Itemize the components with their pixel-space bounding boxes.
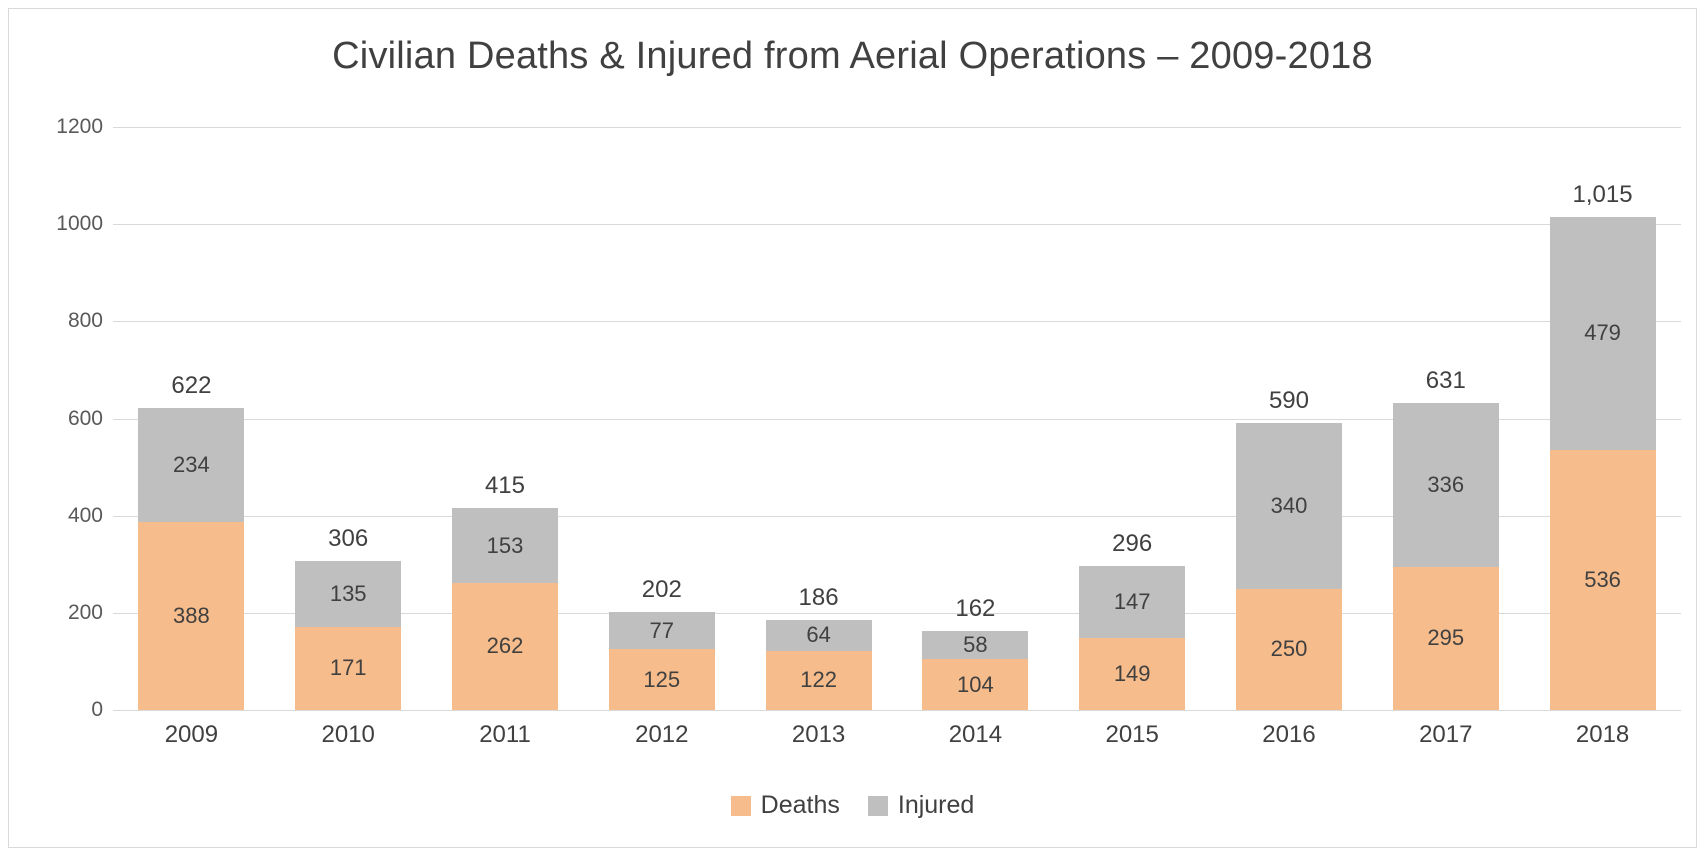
bar-total-label: 186: [798, 583, 839, 611]
y-axis: [37, 115, 103, 721]
bar-stack[interactable]: [766, 620, 872, 710]
legend-swatch-icon: [868, 796, 888, 816]
bar-total-label: 622: [171, 371, 212, 399]
bar-column[interactable]: [1524, 127, 1681, 710]
y-axis-tick-label: 1200: [56, 115, 103, 138]
bar-column[interactable]: [583, 127, 740, 710]
bar-segment-injured[interactable]: 479: [1550, 217, 1656, 450]
x-axis-tick-label: 2018: [1575, 721, 1630, 748]
bar-segment-deaths[interactable]: 536: [1550, 450, 1656, 710]
bar-segment-injured[interactable]: 77: [609, 612, 715, 649]
x-axis-tick-label: 2009: [164, 721, 219, 748]
bar-segment-deaths[interactable]: 295: [1393, 567, 1499, 710]
x-axis-tick-label: 2017: [1419, 721, 1473, 748]
bar-stack[interactable]: [138, 408, 244, 710]
bar-segment-injured[interactable]: 234: [138, 408, 244, 522]
y-axis-tick-label: 600: [67, 406, 103, 430]
bar-total-label: 306: [328, 525, 369, 553]
bar-segment-injured[interactable]: 340: [1236, 423, 1342, 588]
legend-item[interactable]: [868, 791, 974, 820]
x-axis-tick-label: 2012: [635, 721, 689, 748]
y-axis-tick-label: 800: [67, 309, 103, 333]
x-axis: [113, 721, 1681, 761]
bar-total-label: 415: [484, 472, 526, 500]
y-axis-tick-label: 1000: [56, 212, 103, 236]
bar-segment-deaths[interactable]: 122: [766, 651, 872, 710]
bar-column[interactable]: [113, 127, 270, 710]
y-axis-tick-label: 400: [67, 503, 103, 527]
bar-total-label: 162: [955, 595, 996, 623]
bar-stack[interactable]: [452, 508, 558, 710]
bar-segment-injured[interactable]: 135: [295, 561, 401, 627]
bar-column[interactable]: [740, 127, 897, 710]
y-axis-tick-label: 200: [67, 600, 103, 624]
bar-stack[interactable]: [1550, 217, 1656, 710]
bar-total-label: 202: [641, 575, 682, 603]
bar-segment-injured[interactable]: 336: [1393, 403, 1499, 566]
bar-column[interactable]: [897, 127, 1054, 710]
bar-total-label: 1,015: [1572, 180, 1633, 208]
bar-segment-deaths[interactable]: 125: [609, 649, 715, 710]
x-axis-line: [113, 710, 1681, 711]
bar-stack[interactable]: [609, 612, 715, 710]
x-axis-tick-label: 2015: [1105, 721, 1159, 748]
bar-column[interactable]: [427, 127, 584, 710]
bar-series-group: [113, 127, 1681, 710]
bar-stack[interactable]: [1236, 423, 1342, 710]
legend-swatch-icon: [731, 796, 751, 816]
bar-segment-injured[interactable]: 64: [766, 620, 872, 651]
legend-item[interactable]: [731, 791, 840, 820]
legend-label: Injured: [897, 791, 975, 819]
bar-column[interactable]: [270, 127, 427, 710]
bar-segment-deaths[interactable]: 388: [138, 522, 244, 711]
bar-stack[interactable]: [295, 561, 401, 710]
bar-segment-deaths[interactable]: 262: [452, 583, 558, 710]
bar-total-label: 296: [1112, 530, 1153, 558]
legend-label: Deaths: [760, 791, 840, 819]
bar-segment-deaths[interactable]: 250: [1236, 589, 1342, 710]
bar-total-label: 590: [1268, 387, 1309, 415]
chart-legend: [9, 791, 1696, 820]
bar-column[interactable]: [1054, 127, 1211, 710]
chart-title: Civilian Deaths & Injured from Aerial Operations – 2009-2018: [332, 35, 1373, 77]
x-axis-tick-label: 2011: [479, 721, 531, 748]
bar-segment-injured[interactable]: 153: [452, 508, 558, 582]
bar-segment-injured[interactable]: 147: [1079, 566, 1185, 637]
bar-stack[interactable]: [1393, 403, 1499, 710]
bar-column[interactable]: [1367, 127, 1524, 710]
bar-segment-injured[interactable]: 58: [922, 631, 1028, 659]
bar-column[interactable]: [1211, 127, 1368, 710]
plot-area: [113, 127, 1681, 710]
x-axis-tick-label: 2010: [321, 721, 375, 748]
bar-stack[interactable]: [922, 631, 1028, 710]
y-axis-tick-label: 0: [91, 698, 103, 721]
bar-stack[interactable]: [1079, 566, 1185, 710]
bar-segment-deaths[interactable]: 171: [295, 627, 401, 710]
x-axis-tick-label: 2014: [948, 721, 1003, 748]
bar-total-label: 631: [1425, 367, 1466, 395]
x-axis-tick-label: 2016: [1262, 721, 1316, 748]
chart-frame: [8, 8, 1697, 848]
bar-segment-deaths[interactable]: 149: [1079, 638, 1185, 710]
x-axis-tick-label: 2013: [791, 721, 846, 748]
bar-segment-deaths[interactable]: 104: [922, 659, 1028, 710]
